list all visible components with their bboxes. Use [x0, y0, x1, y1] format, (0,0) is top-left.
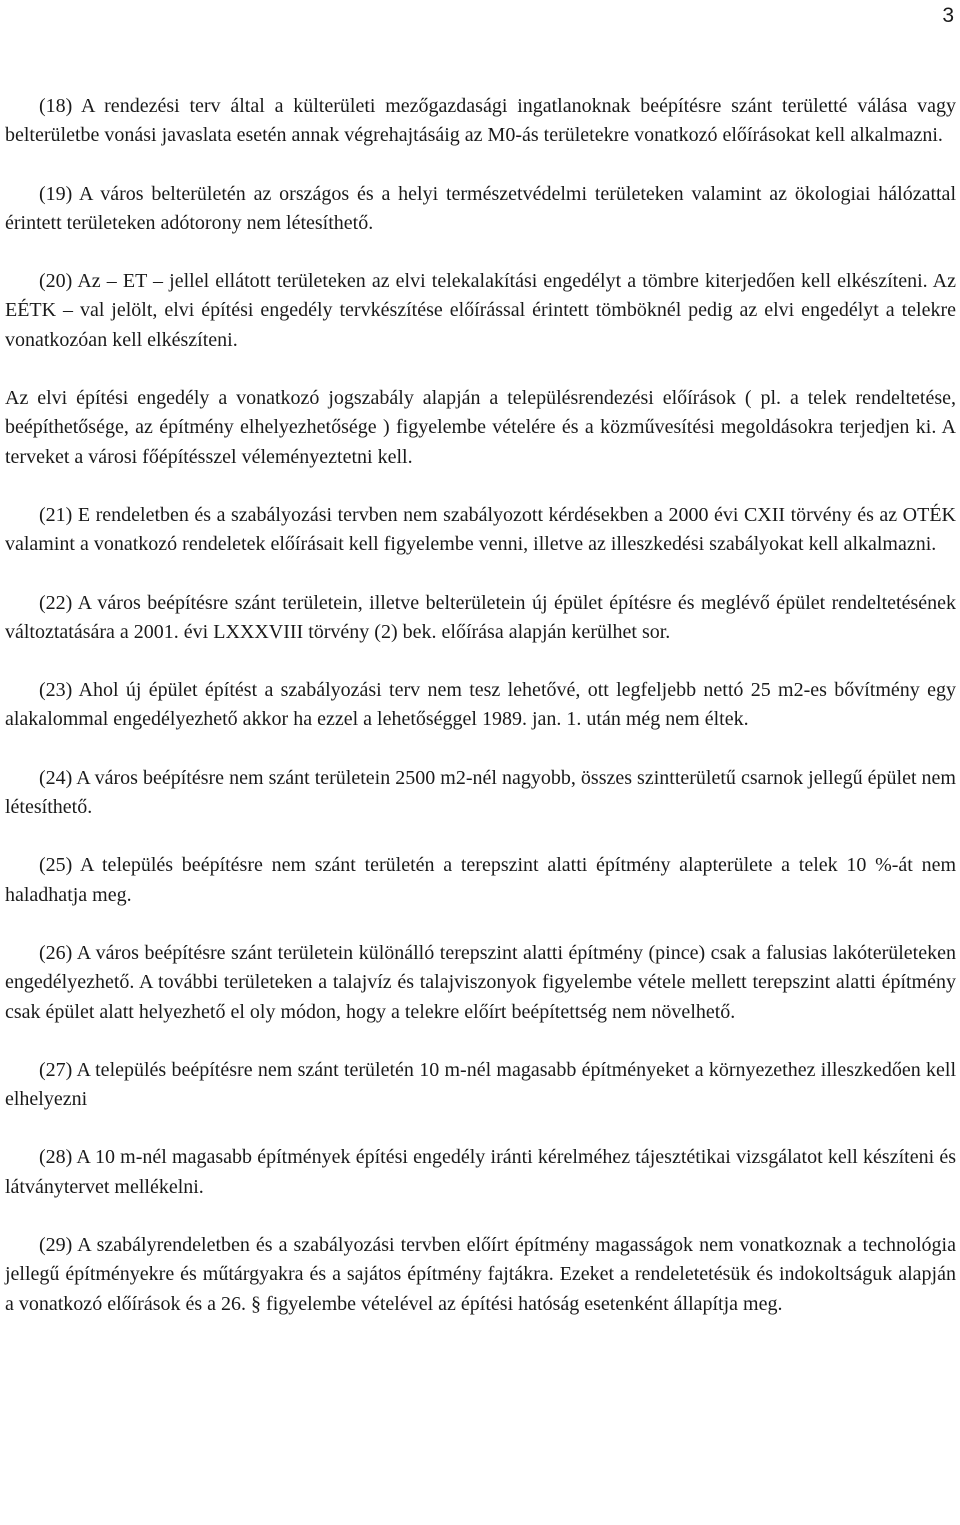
document-body [5, 92, 956, 1348]
page-number: 3 [942, 4, 954, 27]
paragraph-18: (18) A rendezési terv által a külterületi mezőgazdasági ingatlanoknak beépítésre szánt területté válása vagy belterületbe vonási javaslata esetén annak végrehajtásáig az M0-ás területekre vonatkozó előírásokat kell alkalmazni. [5, 95, 956, 147]
paragraph-29: (29) A szabályrendeletben és a szabályozási tervben előírt építmény magasságok nem vonatkoznak a technológia jellegű építményekre és műtárgyakra és a sajátos építmény fajtákra. Ezeket a rendeletetésük és indokoltságuk alapján a vonatkozó előírások és a 26. § figyelembe vételével az építési hatóság esetenként állapítja meg. [5, 1234, 956, 1315]
paragraph-21: (21) E rendeletben és a szabályozási tervben nem szabályozott kérdésekben a 2000 évi CXII törvény és az OTÉK valamint a vonatkozó rendeletek előírásait kell figyelembe venni, illetve az illeszkedési szabályokat kell alkalmazni. [5, 503, 956, 556]
paragraph-27: (27) A település beépítésre nem szánt területén 10 m-nél magasabb építményeket a környezethez illeszkedően kell elhelyezni [5, 1058, 956, 1111]
paragraph-19: (19) A város belterületén az országos és a helyi természetvédelmi területeken valamint az ökologiai hálózattal érintett területeken adótorony nem létesíthető. [5, 182, 956, 234]
paragraph-28: (28) A 10 m-nél magasabb építmények építési engedély iránti kérelméhez tájesztétikai vizsgálatot kell készíteni és látványtervet mellékelni. [5, 1146, 956, 1198]
paragraph-23: (23) Ahol új épület építést a szabályozási terv nem tesz lehetővé, ott legfeljebb nettó 25 m2-es bővítmény egy alakalommal engedélyezhető akkor ha ezzel a lehetőséggel 1989. jan. 1. után még nem éltek. [5, 679, 956, 731]
paragraph-20-continuation: Az elvi építési engedély a vonatkozó jogszabály alapján a településrendezési előírások ( pl. a telek rendeltetése, beépíthetősége, az építmény elhelyezhetősége ) figyelembe vételére és a közművesítési megoldásokra terjedjen ki. A terveket a városi főépítésszel véleményeztetni kell. [5, 387, 956, 468]
paragraph-25: (25) A település beépítésre nem szánt területén a terepszint alatti építmény alapterülete a telek 10 %-át nem haladhatja meg. [5, 854, 956, 906]
paragraph-26: (26) A város beépítésre szánt területein különálló terepszint alatti építmény (pince) csak a falusias lakóterületeken engedélyezhető. A további területeken a talajvíz és talajviszonyok figyelembe vétele mellett terepszint alatti építmény csak épület alatt helyezhető el oly módon, hogy a telekre előírt beépítettség nem növelhető. [5, 941, 956, 1023]
paragraph-24: (24) A város beépítésre nem szánt területein 2500 m2-nél nagyobb, összes szintterületű csarnok jellegű épület nem létesíthető. [5, 766, 956, 819]
paragraph-20: (20) Az – ET – jellel ellátott területeken az elvi telekalakítási engedélyt a tömbre kiterjedően kell elkészíteni. Az EÉTK – val jelölt, elvi építési engedély tervkészítése előírással érintett tömböknél pedig az elvi engedélyt a telekre vonatkozóan kell elkészíteni. [5, 270, 956, 351]
paragraph-22: (22) A város beépítésre szánt területein, illetve belterületein új épület építésre és meglévő épület rendeltetésének változtatására a 2001. évi LXXXVIII törvény (2) bek. előírása alapján kerülhet sor. [5, 591, 956, 643]
